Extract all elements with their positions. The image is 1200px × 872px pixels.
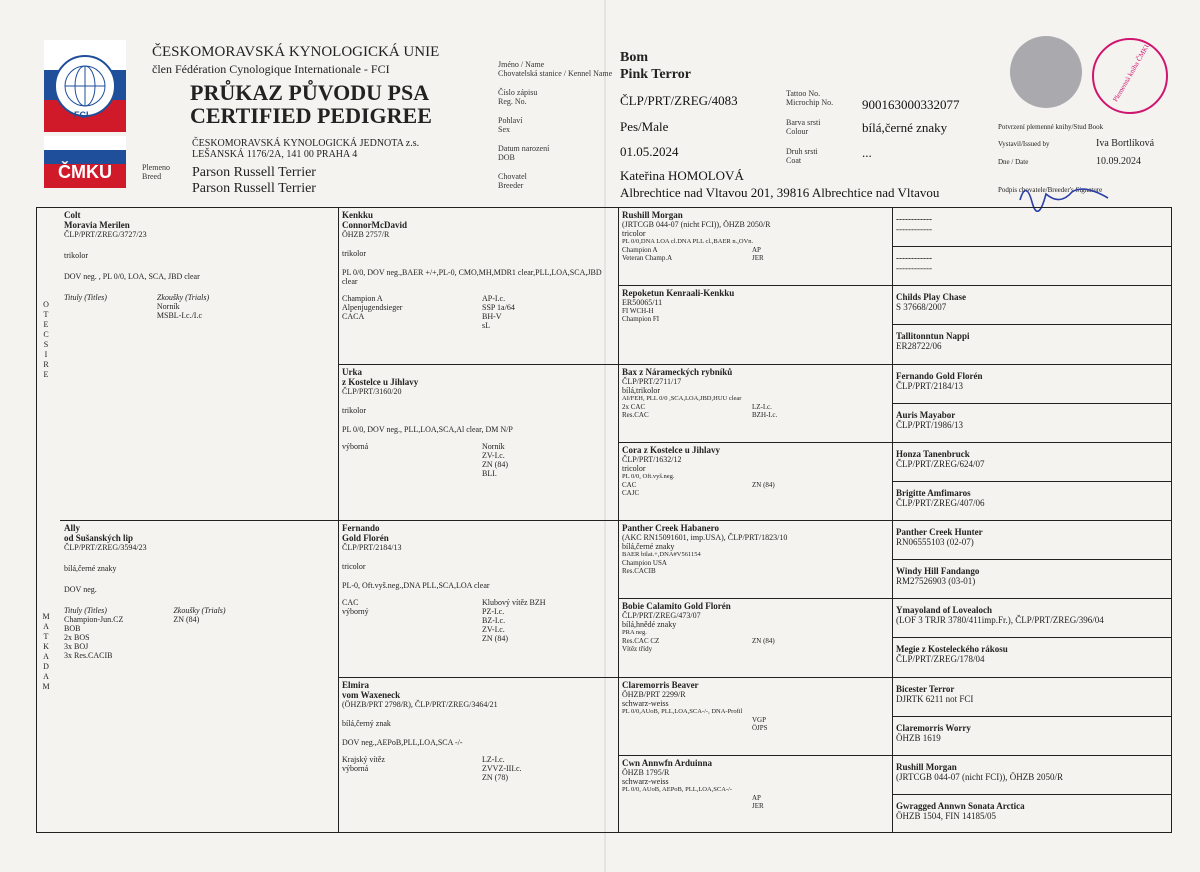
pedigree-cell-g4 xyxy=(896,719,1168,756)
reg-label-en: Reg. No. xyxy=(498,97,527,106)
sign-label: Podpis chovatele/Breeder's Signature xyxy=(998,186,1103,194)
ancestor-kennel: ConnorMcDavid xyxy=(342,220,407,230)
ancestor-kennel: z Kostelce u Jihlavy xyxy=(342,376,419,387)
titles-col xyxy=(622,637,732,653)
ancestor-reg: ÖHZB 1795/R xyxy=(622,767,670,777)
titles: 2x CAC Res.CAC xyxy=(622,402,649,419)
titles-trials xyxy=(622,246,888,262)
ancestor-color: bílá,trikolor xyxy=(622,385,660,395)
ancestor-kennel: od Sušanských lip xyxy=(64,533,134,543)
grid-line xyxy=(892,794,1172,795)
ancestor-color: schwarz-weiss xyxy=(622,698,669,708)
ancestor-name: Ally xyxy=(64,523,81,533)
ancestor-reg: ČLP/PRT/ZREG/178/04 xyxy=(896,654,985,665)
breeder-label-en: Breeder xyxy=(498,181,524,190)
ancestor-color: bílá,černé znaky xyxy=(64,564,117,573)
colour-value: bílá,černé znaky xyxy=(862,120,948,135)
ancestor-health: PL 0/0,DNA LOA cl.DNA PLL cl.,BAER n.,OVn. xyxy=(622,238,754,245)
ancestor-name: Fernando xyxy=(342,523,380,533)
ancestor-reg: ČLP/PRT/ZREG/473/07 xyxy=(622,611,701,621)
trials-col xyxy=(752,403,777,419)
ancestor-color: trikolor xyxy=(342,249,366,258)
ancestor-name: Cora z Kostelce u Jihlavy xyxy=(622,444,720,455)
pedigree-cell-g3 xyxy=(622,288,888,360)
ancestor-health: PL 0/0,AUoB, PLL,LOA,SCA-/-, DNA-Profil xyxy=(622,707,743,715)
ancestor-reg: ------------ xyxy=(896,224,932,234)
red-stamp xyxy=(1092,38,1168,114)
trials-col xyxy=(157,293,209,320)
trials: Norník MSBL-I.c./I.c xyxy=(156,302,203,320)
grid-line xyxy=(892,755,1172,756)
pedigree-cell-g4 xyxy=(896,484,1168,521)
ancestor-name: Gwragged Annwn Sonata Arctica xyxy=(896,800,1025,811)
logo-cmku-text: ČMKU xyxy=(58,162,112,182)
ancestor-health: PL 0/0, Oft.vyš.neg. xyxy=(622,472,675,480)
titles-col xyxy=(622,716,732,732)
title-cz: PRŮKAZ PŮVODU PSA xyxy=(190,80,430,105)
grid-line xyxy=(892,520,1172,521)
pedigree-cell-g3 xyxy=(622,758,888,830)
pedigree-cell-g4 xyxy=(896,601,1168,638)
ancestor-color: bílá,černé znaky xyxy=(622,542,675,551)
trials: Klubový vítěz BZH PZ-I.c. BZ-I.c. ZV-I.c. ZN (84) xyxy=(482,598,546,643)
reg-label-cz: Číslo zápisu xyxy=(498,88,538,97)
titles: CAC výborný xyxy=(342,598,369,616)
tattoo-label: Tattoo No. xyxy=(786,89,821,98)
ancestor-name: Brigitte Amfimaros xyxy=(896,487,971,498)
ancestor-reg: ČLP/PRT/1632/12 xyxy=(622,454,682,464)
titles-col xyxy=(622,559,732,575)
pedigree-cell-g4 xyxy=(896,523,1168,560)
dog-kennel: Pink Terror xyxy=(620,67,691,82)
pedigree-cell-g2 xyxy=(342,523,614,674)
title-en: CERTIFIED PEDIGREE xyxy=(190,103,432,128)
ancestor-reg: (JRTCGB 044-07 (nicht FCI)), ÖHZB 2050/R xyxy=(622,220,771,229)
pedigree-cell-g1 xyxy=(64,210,334,517)
pedigree-cell-g4 xyxy=(896,797,1168,834)
titles-col xyxy=(342,755,452,782)
ancestor-name: Auris Mayabor xyxy=(896,409,956,420)
club-addr: LEŠANSKÁ 1176/2A, 141 00 PRAHA 4 xyxy=(192,149,358,160)
ancestor-name: Childs Play Chase xyxy=(896,292,967,303)
grid-line xyxy=(892,598,1172,599)
ancestor-name: Panther Creek Hunter xyxy=(896,527,983,537)
sex-value: Pes/Male xyxy=(620,119,669,134)
ancestor-health: AI/FEH, PLL 0/0 ,SCA,LOA,JBD,HUU clear xyxy=(622,394,742,402)
ancestor-reg: (AKC RN15091601, imp.USA), ČLP/PRT/1823/10 xyxy=(622,533,788,542)
logo xyxy=(44,40,126,188)
ancestor-health: PL 0/0, DOV neg.,BAER +/+,PL-0, CMO,MH,MDR1 clear,PLL,LOA,SCA,JBD clear xyxy=(342,268,602,286)
sex-label-cz: Pohlaví xyxy=(498,116,523,125)
pedigree-cell-g4 xyxy=(896,327,1168,364)
titles: CAC CAJC xyxy=(622,480,640,497)
ancestor-name: Bicester Terror xyxy=(896,683,955,694)
club-name: ČESKOMORAVSKÁ KYNOLOGICKÁ JEDNOTA z.s. xyxy=(192,138,420,149)
side-label-sire-text: O T E C S I R E xyxy=(43,300,49,379)
ancestor-health: PL-0, Oft.vyš.neg.,DNA PLL,SCA,LOA clear xyxy=(342,581,490,590)
ancestor-reg: S 37668/2007 xyxy=(896,302,947,313)
trials: ZN (84) xyxy=(173,615,200,624)
grid-line xyxy=(892,716,1172,717)
trials: AP JER xyxy=(752,793,764,810)
issued-by: Iva Bortlíková xyxy=(1096,138,1155,149)
trials: AP-I.c. SSP 1a/64 BH-V sL xyxy=(482,294,515,330)
ancestor-reg: ČLP/PRT/2711/17 xyxy=(622,376,682,386)
logo-fci-text: FCI xyxy=(74,110,89,120)
ancestor-health: DOV neg. xyxy=(64,585,97,594)
pedigree-cell-g4 xyxy=(896,367,1168,404)
ancestor-reg: ČLP/PRT/ZREG/3727/23 xyxy=(64,230,147,239)
dob-value: 01.05.2024 xyxy=(620,144,679,159)
ancestor-name: Kenkku xyxy=(342,210,374,220)
titles-col xyxy=(622,403,732,419)
ancestor-name: Windy Hill Fandango xyxy=(896,566,980,577)
pedigree-cell-g4 xyxy=(896,680,1168,717)
trials-col xyxy=(752,716,768,732)
grid-line xyxy=(892,559,1172,560)
titles: Champion-Jun.CZ BOB 2x BOS 3x BOJ 3x Res.CACIB xyxy=(64,615,124,660)
ancestor-kennel: Moravia Merilen xyxy=(64,220,130,230)
ancestor-name: Tallitonntun Nappi xyxy=(896,331,970,342)
breed-label-en: Breed xyxy=(142,172,162,181)
red-stamp-text: Plemenná kniha ČMKU xyxy=(1111,40,1153,104)
ancestor-reg: ČLP/PRT/ZREG/407/06 xyxy=(896,497,985,508)
trials: LZ-I.c. ZVVZ-III.c. ZN (78) xyxy=(482,754,522,782)
pedigree-cell-g4 xyxy=(896,288,1168,325)
trials-col xyxy=(482,598,546,643)
ancestor-name: ------------ xyxy=(896,253,932,264)
ancestor-reg: ER50065/11 xyxy=(622,298,663,308)
trials-col xyxy=(173,606,225,660)
side-label-sire xyxy=(42,300,58,380)
pedigree-cell-g4 xyxy=(896,562,1168,599)
grid-line xyxy=(892,324,1172,325)
dog-name: Bom xyxy=(620,50,648,65)
trials-col xyxy=(482,294,515,330)
ancestor-reg: ČLP/PRT/2184/13 xyxy=(896,380,963,391)
ancestor-name: Rushill Morgan xyxy=(896,761,957,772)
titles-trials xyxy=(64,293,334,320)
trials: VGP ÖJPS xyxy=(752,715,768,732)
ancestor-color: tricolor xyxy=(622,463,646,473)
titles-trials xyxy=(64,606,334,660)
ancestor-color: tricolor xyxy=(342,562,366,571)
issued-label: Vystavil/Issued by xyxy=(998,140,1050,148)
ancestor-name: Urka xyxy=(342,366,362,377)
ancestor-reg: ÖHZB 2757/R xyxy=(342,230,390,239)
trials-col xyxy=(482,442,508,478)
ancestor-name: Claremorris Worry xyxy=(896,722,971,733)
date-label: Dne / Date xyxy=(998,158,1029,166)
ancestor-reg: DJRTK 6211 not FCI xyxy=(896,693,974,704)
pedigree-cell-g2 xyxy=(342,367,614,518)
titles-col xyxy=(342,294,452,330)
breed-label-cz: Plemeno xyxy=(142,163,170,172)
titles-trials xyxy=(342,598,614,643)
pedigree-cell-g3 xyxy=(622,601,888,673)
ancestor-name: Claremorris Beaver xyxy=(622,679,699,690)
titles: výborná xyxy=(342,441,369,451)
side-label-dam-text: M A T K A D A M xyxy=(42,612,50,691)
titles-col xyxy=(342,442,452,478)
trials: ZN (84) xyxy=(752,480,775,489)
trials: ZN (84) xyxy=(752,637,775,646)
org-name: ČESKOMORAVSKÁ KYNOLOGICKÁ UNIE xyxy=(152,44,440,60)
grid-line xyxy=(892,481,1172,482)
titles: Champion A Alpenjugendsieger CACA xyxy=(342,294,403,321)
pedigree-cell-g1 xyxy=(64,523,334,830)
ancestor-name: Elmira xyxy=(342,679,369,690)
grid-line xyxy=(892,442,1172,443)
ancestor-name: Panther Creek Habanero xyxy=(622,523,719,533)
trials: Norník ZV-I.c. ZN (84) BLI. xyxy=(482,441,508,478)
ancestor-name: Repoketun Kenraali-Kenkku xyxy=(622,288,735,299)
ancestor-name: Rushill Morgan xyxy=(622,210,683,220)
coat-label-en: Coat xyxy=(786,156,802,165)
pedigree-cell-g3 xyxy=(622,210,888,282)
ancestor-reg: (ÖHZB/PRT 2798/R), ČLP/PRT/ZREG/3464/21 xyxy=(342,699,498,709)
name-label-cz: Jméno / Name xyxy=(498,60,545,69)
trials-col xyxy=(752,637,775,653)
titles-col xyxy=(622,481,732,497)
pedigree-cell-g3 xyxy=(622,367,888,439)
ancestor-reg: ČLP/PRT/ZREG/624/07 xyxy=(896,458,985,469)
ancestor-reg: RM27526903 (03-01) xyxy=(896,576,976,587)
ancestor-name: ------------ xyxy=(896,214,932,224)
ancestor-color: bílá,hnědé znaky xyxy=(622,620,677,630)
titles-trials xyxy=(622,637,888,653)
ancestor-color: trikolor xyxy=(342,405,366,415)
ancestor-kennel: vom Waxeneck xyxy=(342,689,401,700)
dob-label-cz: Datum narození xyxy=(498,144,550,153)
titles-col xyxy=(622,246,732,262)
ancestor-reg: ER28722/06 xyxy=(896,341,942,352)
titles: Res.CAC CZ Vítěz třídy xyxy=(622,637,660,654)
titles-col xyxy=(64,606,123,660)
titles-label: Tituly (Titles) xyxy=(64,293,107,302)
ancestor-color: trikolor xyxy=(64,251,88,260)
ancestor-name: Colt xyxy=(64,210,81,220)
grid-line xyxy=(892,285,1172,286)
org-fci: člen Fédération Cynologique Internationale - FCI xyxy=(152,62,390,76)
reg-value: ČLP/PRT/ZREG/4083 xyxy=(620,93,738,108)
ancestor-name: Bax z Nárameckých rybníků xyxy=(622,366,733,377)
titles-label: Tituly (Titles) xyxy=(64,606,107,615)
ancestor-reg: ČLP/PRT/2184/13 xyxy=(342,543,402,552)
colour-label-en: Colour xyxy=(786,127,809,136)
pedigree-cell-g4 xyxy=(896,406,1168,443)
ancestor-reg: ČLP/PRT/1986/13 xyxy=(896,419,963,430)
coat-value: ... xyxy=(862,145,872,160)
pedigree-cell-g3 xyxy=(622,445,888,517)
titles-trials xyxy=(342,442,614,478)
ancestor-kennel: Gold Florén xyxy=(342,533,389,543)
ancestor-name: Megie z Kosteleckého rákosu xyxy=(896,644,1008,655)
ancestor-reg: ÖHZB/PRT 2299/R xyxy=(622,689,686,699)
ancestor-color: schwarz-weiss xyxy=(622,776,669,786)
pedigree-cell-g2 xyxy=(342,210,614,361)
ancestor-health: PL 0/0, DOV neg., PLL,LOA,SCA,Al clear, DM N/P xyxy=(342,424,513,434)
chip-value: 900163000332077 xyxy=(862,97,960,112)
ancestor-reg: ČLP/PRT/3160/20 xyxy=(342,386,402,396)
pedigree-cell-g3 xyxy=(622,523,888,595)
ancestor-reg: RN06555103 (02-07) xyxy=(896,537,974,547)
breed-1: Parson Russell Terrier xyxy=(192,165,316,180)
titles: Champion USA Res.CACIB xyxy=(622,559,667,575)
side-label-dam xyxy=(42,612,58,692)
titles-trials xyxy=(342,294,614,330)
trials-col xyxy=(482,755,522,782)
titles-col xyxy=(622,307,732,323)
ancestor-name: Fernando Gold Florén xyxy=(896,370,983,381)
ancestor-reg: (LOF 3 TRJR 3780/411imp.Fr.), ČLP/PRT/ZREG/396/04 xyxy=(896,615,1104,626)
seal-stamp xyxy=(1010,36,1082,108)
pedigree-cell-g4 xyxy=(896,640,1168,677)
trials-label: Zkoušky (Trials) xyxy=(173,606,226,615)
coat-label-cz: Druh srsti xyxy=(786,147,818,156)
sex-label-en: Sex xyxy=(498,125,510,134)
ancestor-name: Bobie Calamito Gold Florén xyxy=(622,601,731,612)
trials-col xyxy=(752,481,775,497)
pedigree-cell-g2 xyxy=(342,680,614,831)
chip-label: Microchip No. xyxy=(786,98,834,107)
titles-trials xyxy=(622,307,888,323)
breeder-addr: Albrechtice nad Vltavou 201, 39816 Albrechtice nad Vltavou xyxy=(620,185,940,200)
titles-trials xyxy=(622,559,888,575)
dob-label-en: DOB xyxy=(498,153,515,162)
grid-line xyxy=(892,403,1172,404)
titles-trials xyxy=(622,716,888,732)
titles-trials xyxy=(622,481,888,497)
ancestor-health: PL 0/0, AUoB, AEPoB, PLL,LOA,SCA-/- xyxy=(622,785,733,793)
titles-col xyxy=(64,293,107,320)
titles: FI WCH-H Champion FI xyxy=(622,307,660,324)
trials: AP JER xyxy=(752,246,764,262)
confirm-label: Potvrzení plemenné knihy/Stud Book xyxy=(998,123,1104,131)
grid-line xyxy=(892,364,1172,365)
titles-trials xyxy=(342,755,614,782)
ancestor-health: DOV neg.,AEPoB,PLL,LOA,SCA -/- xyxy=(342,737,463,747)
trials-label: Zkoušky (Trials) xyxy=(156,293,210,302)
trials-col xyxy=(752,794,764,810)
ancestor-reg: ČLP/PRT/ZREG/3594/23 xyxy=(64,543,147,552)
ancestor-color: bílá,černý znak xyxy=(342,718,391,728)
ancestor-color: tricolor xyxy=(622,229,646,238)
pedigree-cell-g4 xyxy=(896,210,1168,247)
titles-trials xyxy=(622,403,888,419)
pedigree-cell-g3 xyxy=(622,680,888,752)
ancestor-reg: ÖHZB 1504, FIN 14185/05 xyxy=(896,810,997,821)
titles-trials xyxy=(622,794,888,810)
grid-line xyxy=(892,677,1172,678)
breeder-label-cz: Chovatel xyxy=(498,172,527,181)
ancestor-reg: ------------ xyxy=(896,263,932,274)
pedigree-cell-g4 xyxy=(896,249,1168,286)
colour-label-cz: Barva srsti xyxy=(786,118,821,127)
pedigree-cell-g4 xyxy=(896,445,1168,482)
ancestor-reg: (JRTCGB 044-07 (nicht FCI)), ÖHZB 2050/R xyxy=(896,771,1063,782)
breeder-name: Kateřina HOMOLOVÁ xyxy=(620,168,744,183)
pedigree-cell-g4 xyxy=(896,758,1168,795)
ancestor-health: DOV neg. , PL 0/0, LOA, SCA, JBD clear xyxy=(64,272,200,281)
trials: LZ-I.c. BZH-I.c. xyxy=(752,402,778,419)
date-value: 10.09.2024 xyxy=(1096,156,1141,167)
ancestor-health: BAER bilat.+,DNA#V561154 xyxy=(622,551,701,558)
trials-col xyxy=(752,246,764,262)
grid-line xyxy=(892,246,1172,247)
name-label-en: Chovatelská stanice / Kennel Name xyxy=(498,69,613,78)
titles: Champion A Veteran Champ.A xyxy=(622,246,673,262)
ancestor-health: PRA neg. xyxy=(622,629,647,637)
ancestor-name: Cwn Annwfn Arduinna xyxy=(622,757,713,768)
grid-line xyxy=(892,637,1172,638)
ancestor-name: Honza Tanenbruck xyxy=(896,448,970,459)
ancestor-name: Ymayoland of Lovealoch xyxy=(896,605,993,616)
titles: Krajský vítěz výborná xyxy=(342,754,385,773)
titles-col xyxy=(622,794,732,810)
titles-col xyxy=(342,598,452,643)
ancestor-reg: ÖHZB 1619 xyxy=(896,732,941,743)
breed-2: Parson Russell Terrier xyxy=(192,181,316,196)
